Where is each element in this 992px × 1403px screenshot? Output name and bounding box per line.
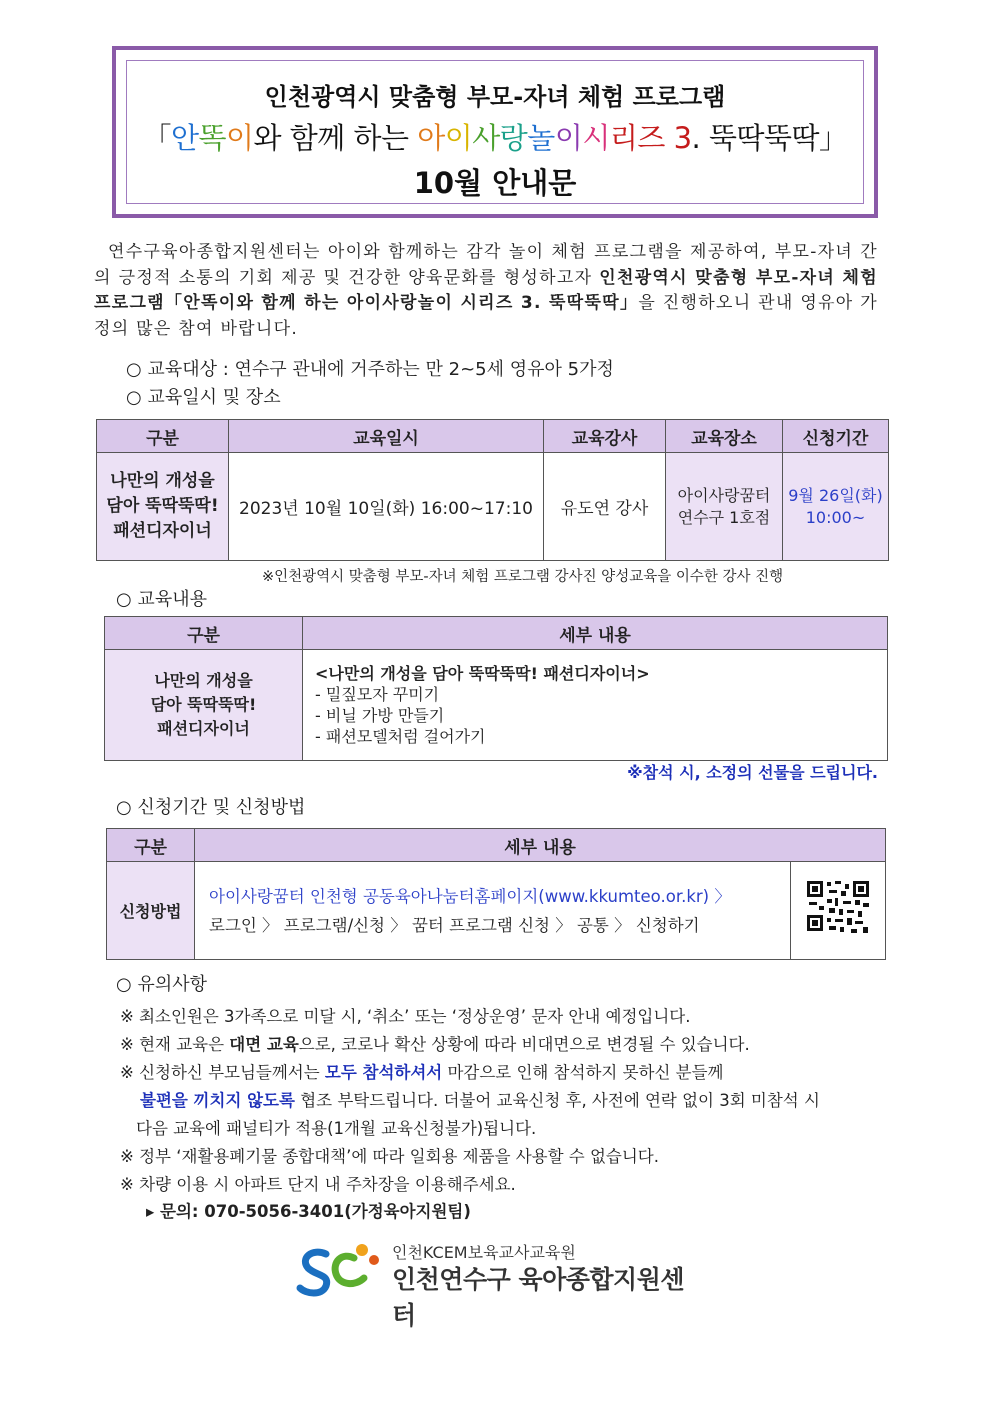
content-category-cell: 나만의 개성을 담아 뚝딱뚝딱! 패션디자이너	[105, 650, 303, 761]
intro-text-1: 연수구육아종합지원센터는 아이와 함께하는 감각 놀이 체험 프로그램을 제공하여, 부모-자녀 간의 긍정적 소통의 기회 제공 및 건강한 양육문화를 형성하고자	[94, 242, 878, 288]
content-header-row	[105, 617, 888, 650]
gift-note: ※참석 시, 소정의 선물을 드립니다.	[627, 763, 878, 782]
title-frame	[112, 46, 878, 218]
content-table	[104, 616, 888, 761]
content-detail-item: - 밀짚모자 꾸미기	[315, 685, 440, 704]
schedule-category-cell: 나만의 개성을 담아 뚝딱뚝딱! 패션디자이너	[97, 453, 229, 561]
contact-line: ▸ 문의: 070-5056-3401(가정육아지원팀)	[146, 1202, 471, 1221]
apply-header-category: 구분	[107, 829, 195, 862]
apply-header-row	[107, 829, 886, 862]
title-text-middle: 와 함께 하는	[253, 121, 418, 155]
content-data-row	[105, 650, 888, 761]
logo-line1: 인천KCEM보육교사교육원	[392, 1243, 576, 1262]
schedule-header-category: 구분	[97, 420, 229, 453]
content-heading: ○ 교육내용	[116, 589, 207, 610]
schedule-header-place: 교육장소	[666, 420, 783, 453]
title-line3: 10월 안내문	[413, 166, 577, 200]
title-character-name: 안똑이	[170, 121, 254, 155]
apply-header-detail: 세부 내용	[195, 829, 886, 862]
caution-item-continued: 불편을 끼치지 않도록 협조 부탁드립니다. 더불어 교육신청 후, 사전에 연락 없이 3회 미참석 시	[140, 1091, 820, 1110]
title-inner-frame	[126, 60, 864, 204]
qr-code-cell	[791, 862, 886, 960]
schedule-note: ※인천광역시 맞춤형 부모-자녀 체험 프로그램 강사진 양성교육을 이수한 강사 진행	[262, 569, 784, 585]
content-header-category: 구분	[105, 617, 303, 650]
schedule-datetime-cell: 2023년 10월 10일(화) 16:00~17:10	[229, 453, 544, 561]
caution-item-continued: 다음 교육에 패널티가 적용(1개월 교육신청불가)됩니다.	[136, 1119, 537, 1138]
schedule-place-cell: 아이사랑꿈터 연수구 1호점	[666, 453, 783, 561]
content-detail-cell	[303, 650, 888, 761]
intro-paragraph	[94, 240, 878, 342]
schedule-table	[96, 419, 889, 561]
apply-data-row	[107, 862, 886, 960]
schedule-heading: ○ 교육일시 및 장소	[126, 387, 281, 408]
apply-category-cell: 신청방법	[107, 862, 195, 960]
content-detail-item: - 비닐 가방 만들기	[315, 706, 445, 725]
apply-steps: 로그인 〉 프로그램/신청 〉 꿈터 프로그램 신청 〉 공통 〉 신청하기	[209, 915, 700, 935]
center-logo-icon	[296, 1240, 386, 1300]
title-bracket-open: 「	[142, 121, 171, 155]
apply-website-link[interactable]: 아이사랑꿈터 인천형 공동육아나눔터홈페이지(www.kkumteo.or.kr) 〉	[209, 886, 731, 906]
caution-item: ※ 차량 이용 시 아파트 단지 내 주차장을 이용해주세요.	[120, 1175, 516, 1194]
caution-item: ※ 정부 ‘재활용폐기물 종합대책’에 따라 일회용 제품을 사용할 수 없습니다.	[120, 1147, 659, 1166]
center-logo	[296, 1240, 706, 1330]
target-line: ○ 교육대상 : 연수구 관내에 거주하는 만 2~5세 영유아 5가정	[126, 359, 614, 380]
caution-item: ※ 신청하신 부모님들께서는 모두 참석하셔서 마감으로 인해 참석하지 못하신 분들께	[120, 1063, 724, 1082]
title-text-end: . 뚝딱뚝딱」	[691, 121, 848, 155]
schedule-header-instructor: 교육강사	[544, 420, 666, 453]
qr-code-icon[interactable]	[805, 879, 871, 937]
title-series-name: 아이사랑놀이시리즈 3	[417, 121, 692, 155]
content-detail-item: - 패션모델처럼 걸어가기	[315, 727, 486, 746]
caution-heading: ○ 유의사항	[116, 974, 207, 995]
schedule-data-row	[97, 453, 889, 561]
title-line2	[127, 116, 863, 157]
apply-heading: ○ 신청기간 및 신청방법	[116, 797, 306, 818]
schedule-period-cell: 9월 26일(화) 10:00~	[783, 453, 889, 561]
schedule-header-period: 신청기간	[783, 420, 889, 453]
content-detail-title: <나만의 개성을 담아 뚝딱뚝딱! 패션디자이너>	[315, 664, 650, 683]
caution-item: ※ 최소인원은 3가족으로 미달 시, ‘취소’ 또는 ‘정상운영’ 문자 안내 예정입니다.	[120, 1007, 691, 1026]
schedule-instructor-cell: 유도연 강사	[544, 453, 666, 561]
content-header-detail: 세부 내용	[303, 617, 888, 650]
intro-text-2: 을 진행하오니 관내 영유아 가정의 많은 참여 바랍니다.	[94, 293, 878, 339]
schedule-header-row	[97, 420, 889, 453]
title-line1: 인천광역시 맞춤형 부모-자녀 체험 프로그램	[264, 83, 726, 111]
intro-bold-text: 인천광역시 맞춤형 부모-자녀 체험 프로그램「안똑이와 함께 하는 아이사랑놀이 시리즈 3. 뚝딱뚝딱」	[94, 267, 878, 313]
logo-line2: 인천연수구 육아종합지원센터	[392, 1265, 685, 1330]
schedule-header-datetime: 교육일시	[229, 420, 544, 453]
apply-table	[106, 828, 886, 960]
caution-item: ※ 현재 교육은 대면 교육으로, 코로나 확산 상황에 따라 비대면으로 변경될 수 있습니다.	[120, 1035, 750, 1054]
apply-detail-cell	[195, 862, 791, 960]
